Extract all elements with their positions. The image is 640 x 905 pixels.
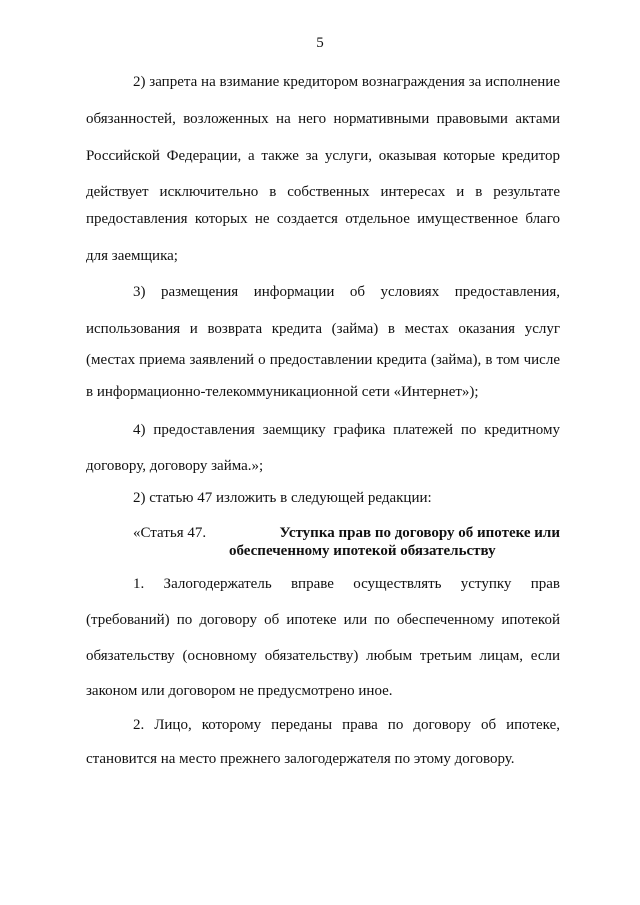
paragraph-line: предоставления которых не создается отдельное имущественное благо bbox=[86, 211, 560, 227]
paragraph-line: обязанностей, возложенных на него нормативными правовыми актами bbox=[86, 111, 560, 127]
article-title-line: обеспеченному ипотекой обязательству bbox=[229, 543, 496, 559]
article-number: «Статья 47. bbox=[133, 525, 207, 541]
article-paragraph-line: (требований) по договору об ипотеке или по обеспеченному ипотекой bbox=[86, 612, 560, 628]
paragraph-line: (местах приема заявлений о предоставлении кредита (займа), в том числе bbox=[86, 352, 560, 368]
paragraph-line: для заемщика; bbox=[86, 248, 178, 264]
paragraph-line: в информационно-телекоммуникационной сети «Интернет»); bbox=[86, 384, 479, 400]
paragraph-line: использования и возврата кредита (займа) в местах оказания услуг bbox=[86, 321, 560, 337]
paragraph-line: Российской Федерации, а также за услуги, оказывая которые кредитор bbox=[86, 148, 560, 164]
paragraph-line: 3) размещения информации об условиях предоставления, bbox=[133, 284, 560, 300]
paragraph-line: 4) предоставления заемщику графика платежей по кредитному bbox=[133, 422, 560, 438]
paragraph-line: 2) запрета на взимание кредитором вознаграждения за исполнение bbox=[133, 74, 560, 90]
article-heading bbox=[133, 524, 560, 560]
article-paragraph-line: обязательству (основному обязательству) любым третьим лицам, если bbox=[86, 648, 560, 664]
page-number: 5 bbox=[316, 35, 324, 51]
paragraph-line: 2) статью 47 изложить в следующей редакции: bbox=[133, 490, 432, 506]
article-paragraph-line: законом или договором не предусмотрено иное. bbox=[86, 683, 393, 699]
paragraph-line: договору, договору займа.»; bbox=[86, 458, 264, 474]
article-title-line: Уступка прав по договору об ипотеке или bbox=[279, 525, 560, 541]
paragraph-line: действует исключительно в собственных интересах и в результате bbox=[86, 184, 560, 200]
article-paragraph-line: 2. Лицо, которому переданы права по договору об ипотеке, bbox=[133, 717, 560, 733]
article-paragraph-line: становится на место прежнего залогодержателя по этому договору. bbox=[86, 751, 515, 767]
article-paragraph-line: 1. Залогодержатель вправе осуществлять уступку прав bbox=[133, 576, 560, 592]
